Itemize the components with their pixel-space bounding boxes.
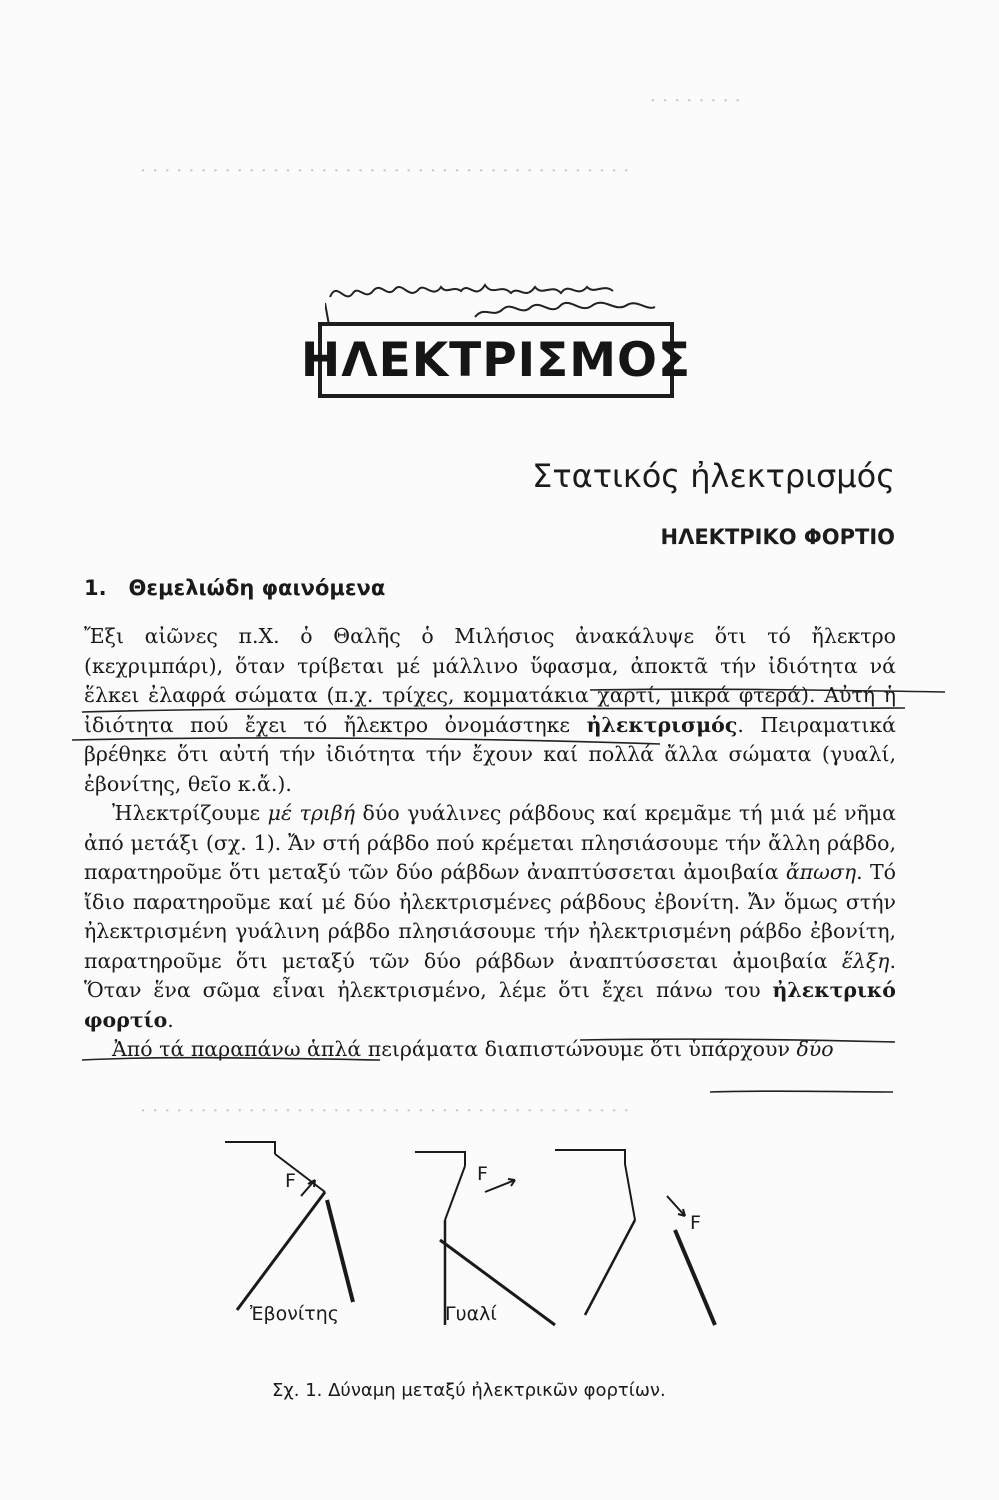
p2-end: . [167,1007,174,1032]
chapter-title: ΗΛΕΚΤΡΙΣΜΟΣ [318,322,674,398]
handwritten-note-drawing [325,275,665,325]
force-label-3: F [690,1212,701,1234]
p2-mid-3: . Ὅταν ἕνα σῶμα εἶναι ἠλεκτρισμένο, λέμε ὅτι ἔχει πάνω του [84,948,896,1002]
p3-italic: δύο [796,1037,834,1061]
figure-caption: Σχ. 1. Δύναμη μεταξύ ἠλεκτρικῶν φορτίων. [272,1380,666,1401]
p2-mid-1: δύο γυάλινες ράβδους καί κρεμᾶμε τή μιά μέ νῆμα ἀπό μετάξι (σχ. 1). Ἄν στή ράβδο πού κρέμεται πλησιάσουμε τήν ἄλλη ράβδο, παρατηροῦμε ὅτι μεταξύ τῶν δύο ράβδων ἀναπτύσσεται ἀμοιβαία [84,801,896,884]
section-heading: ΗΛΕΚΤΡΙΚΟ ΦΟΡΤΙΟ [660,525,895,549]
subsection-number: 1. [84,576,107,600]
paragraph-1 [84,622,896,799]
p2-italic-1: μέ τριβή [267,801,356,825]
subsection-title: Θεμελιώδη φαινόμενα [128,576,386,600]
p2-mid-2: . Τό ἴδιο παρατηροῦμε καί μέ δύο ἠλεκτρισμένες ράβδους ἐβονίτη. Ἄν ὅμως στήν ἠλεκτρισμένη γυάλινη ράβδο πλησιάσουμε τήν ἠλεκτρισμένη ράβδο ἐβονίτη, παρατηροῦμε ὅτι μεταξύ τῶν δύο ράβδων ἀναπτύσσεται ἀμοιβαία [84,860,896,973]
p2-bold-term: ἠλεκτρικό φορτίο [84,978,896,1032]
p2-italic-2: ἄπωση [785,860,857,884]
figure-1 [215,1140,735,1340]
subsection-heading [84,576,385,600]
paragraph-2 [84,799,896,1035]
p2-start: Ἠλεκτρίζουμε [112,801,261,825]
p1-end: . Πειραματικά βρέθηκε ὅτι αὐτή τήν ἰδιότητα τήν ἔχουν καί πολλά ἄλλα σώματα (γυαλί, ἐβονίτης, θεῖο κ.ἄ.). [84,712,896,796]
label-ebonite: Ἐβονίτης [250,1303,339,1325]
label-glass: Γυαλί [445,1303,497,1325]
subtitle: Στατικός ἠλεκτρισμός [532,457,895,495]
force-label-2: F [285,1170,296,1192]
page: · · · · · · · · · · · · · · · · · · · · · · · · · · · · · · · · · · · · · · · · · · · · · · · · · · · · · · · · · · · · · · · · · · · · · · · · · · · · · · · · · · · · · · · · · · ΗΛΕΚΤΡΙΣΜΟΣ Στατικός ἠλεκτρισμός ΗΛΕΚΤΡΙΚΟ ΦΟΡΤΙΟ 1. Θεμελιώδη φαινόμενα Ἔξι αἰῶνες π.Χ. ὁ Θαλῆς ὁ Μιλήσιος ἀνακάλυψε ὅτι τό ἤλεκτρο (κεχριμπάρι), ὅταν τρίβεται μέ μάλλινο ὕφασμα, ἀποκτᾶ τήν ἰδιότητα νά ἕλκει ἐλαφρά σώματα (π.χ. τρίχες, κομματάκια χαρτί, μικρά φτερά). Αὐτή ἡ ἰδιότητα πού ἔχει τό ἤλεκτρο ὀνομάστηκε ἠλεκτρισμός. Πειραματικά βρέθηκε ὅτι αὐτή τήν ἰδιότητα τήν ἔχουν καί πολλά ἄλλα σώματα (γυαλί, ἐβονίτης, θεῖο κ.ἄ.). Ἠλεκτρίζουμε μέ τριβή δύο γυάλινες ράβδους καί κρεμᾶμε τή μιά μέ νῆμα ἀπό μετάξι (σχ. 1). Ἄν στή ράβδο πού κρέμεται πλησιάσουμε τήν ἄλλη ράβδο, παρατηροῦμε ὅτι μεταξύ τῶν δύο ράβδων ἀναπτύσσεται ἀμοιβαία ἄπωση. Τό ἴδιο παρατηροῦμε καί μέ δύο ἠλεκτρισμένες ράβδους ἐβονίτη. Ἄν ὅμως στήν ἠλεκτρισμένη γυάλινη ράβδο πλησιάσουμε τήν ἠλεκτρισμένη ράβδο ἐβονίτη, παρατηροῦμε ὅτι μεταξύ τῶν δύο ράβδων ἀναπτύσσεται ἀμοιβαία ἕλξη. Ὅταν ἕνα σῶμα εἶναι ἠλεκτρισμένο, λέμε ὅτι ἔχει πάνω του ἠλεκτρικό φορτίο. Ἀπό τά παραπάνω ἁπλά πειράματα διαπιστώνουμε ὅτι ὑπάρχουν δύο F F F Ἐβονίτης Γυαλί Σχ. 1. Δύναμη μεταξύ ἠλεκτρικῶν φορτίων. [0,0,999,1500]
paragraph-3 [84,1035,896,1065]
p1-bold-term: ἠλεκτρισμός [586,712,738,737]
p3-start: Ἀπό τά παραπάνω ἁπλά πειράματα διαπιστώνουμε ὅτι [112,1037,682,1061]
p1-text: Ἔξι αἰῶνες π.Χ. ὁ Θαλῆς ὁ Μιλήσιος ἀνακάλυψε ὅτι τό ἤλεκτρο (κεχριμπάρι), ὅταν τρίβεται μέ μάλλινο ὕφασμα, ἀποκτᾶ τήν ἰδιότητα νά ἕλκει ἐλαφρά σώματα (π.χ. τρίχες, κομματάκια χαρτί, μικρά φτερά). Αὐτή ἡ ἰδιότητα πού ἔχει τό ἤλεκτρο ὀνομάστηκε [84,624,896,737]
body-text [84,622,896,1065]
force-label-1: F [477,1163,488,1185]
p3-underlined: ὑπάρχουν [688,1037,790,1061]
p2-italic-3: ἕλξη [841,948,890,973]
